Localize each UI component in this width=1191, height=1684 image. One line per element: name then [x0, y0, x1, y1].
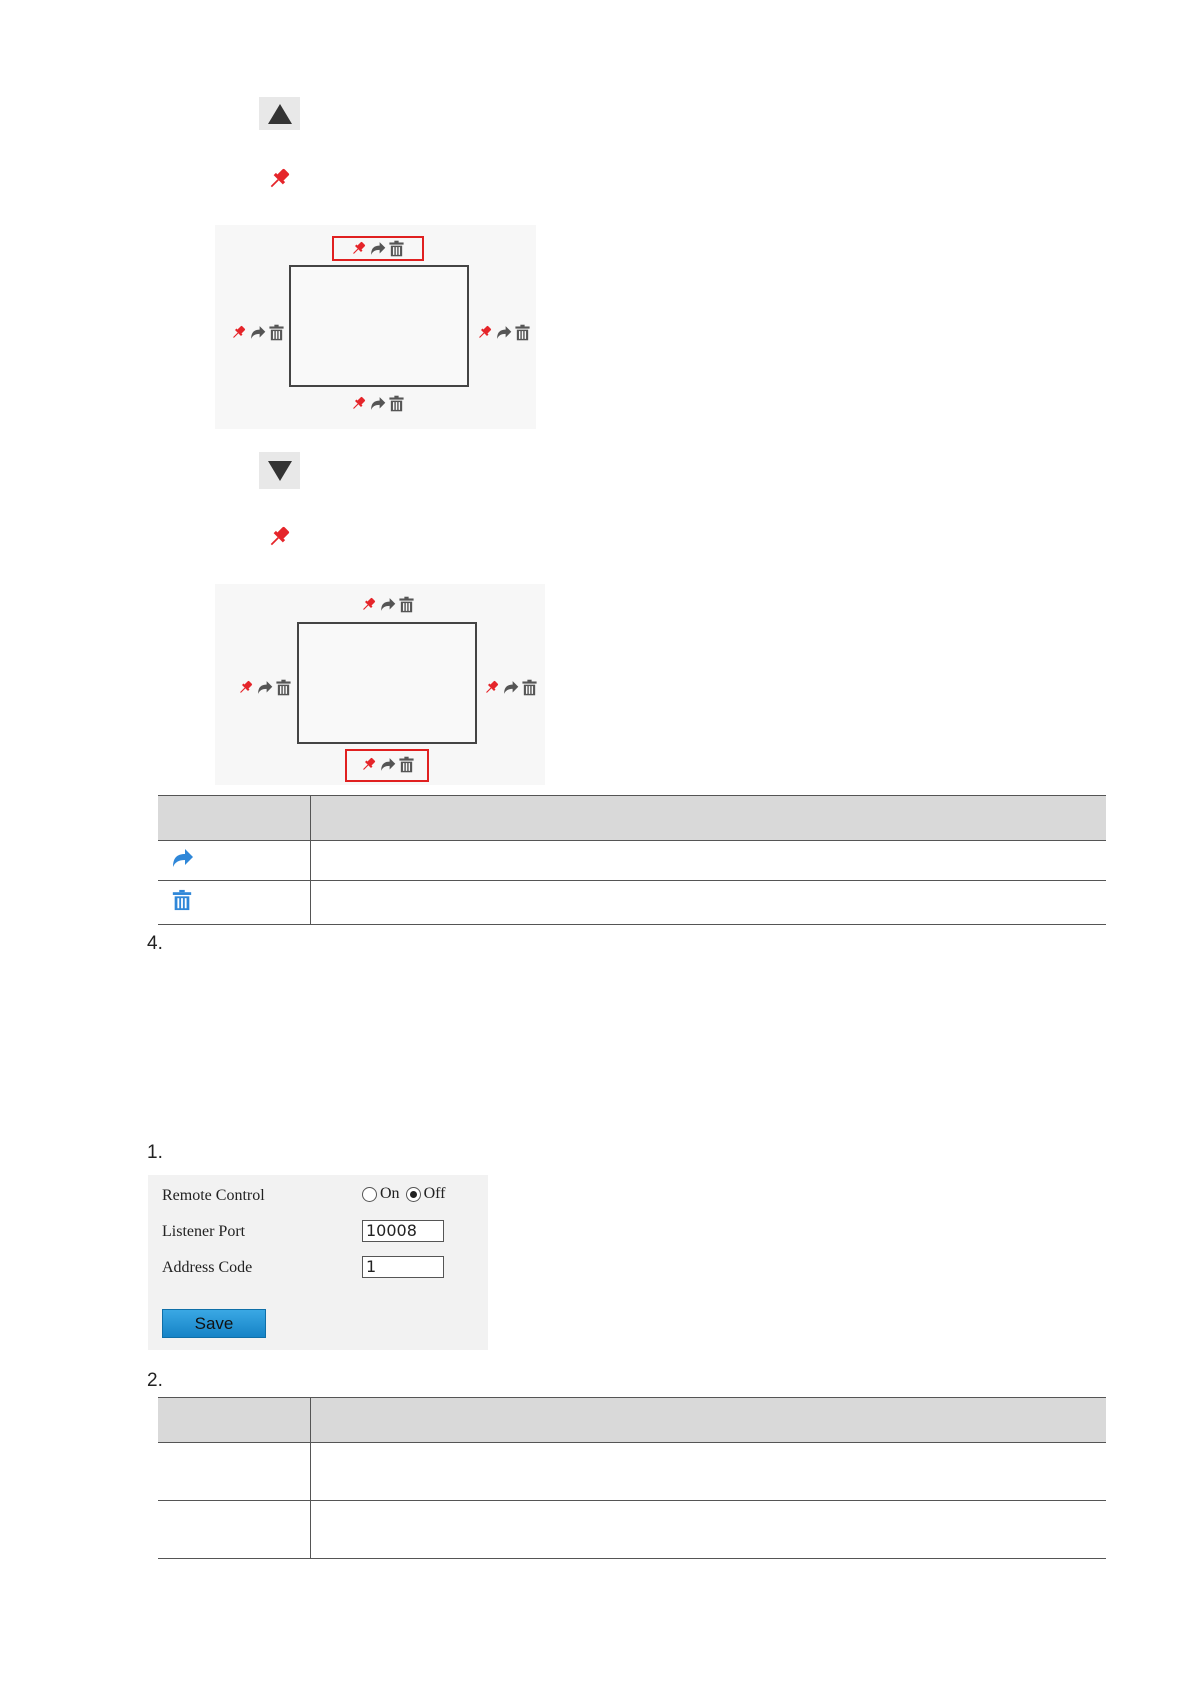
left-icon-group — [230, 324, 285, 341]
right-icon-group — [476, 324, 531, 341]
turn-arrow-icon — [170, 846, 194, 870]
table-header-cell — [311, 796, 1107, 841]
table-row — [158, 881, 1106, 925]
parameter-table — [158, 1397, 1106, 1559]
table-header-row — [158, 1398, 1106, 1443]
table-row — [158, 1501, 1106, 1559]
up-button[interactable] — [259, 97, 300, 130]
remote-control-form — [148, 1175, 488, 1350]
remote-control-radio-group — [362, 1185, 451, 1203]
remote-control-label: Remote Control — [162, 1187, 265, 1204]
address-code-input[interactable]: 1 — [362, 1256, 444, 1278]
boundary-rectangle — [289, 265, 469, 387]
preset-boundary-figure-bottom — [215, 584, 545, 785]
radio-off-label: Off — [423, 1185, 446, 1202]
top-icon-group — [350, 240, 405, 257]
step-number: 4. — [147, 933, 163, 954]
table-header-cell — [158, 796, 311, 841]
listener-port-label: Listener Port — [162, 1223, 246, 1240]
save-button[interactable]: Save — [162, 1309, 266, 1338]
table-header-cell — [311, 1398, 1107, 1443]
address-code-label: Address Code — [162, 1259, 253, 1276]
step-number: 1. — [147, 1142, 163, 1163]
pin-icon — [266, 524, 292, 555]
icon-description-table — [158, 795, 1106, 925]
radio-off[interactable] — [406, 1187, 421, 1202]
down-button[interactable] — [259, 452, 300, 489]
step-number: 2. — [147, 1370, 163, 1391]
radio-on-label: On — [380, 1185, 400, 1202]
pin-icon — [350, 240, 367, 257]
right-icon-group — [483, 679, 538, 696]
table-header-row — [158, 796, 1106, 841]
top-icon-group — [360, 596, 415, 613]
pin-icon — [266, 166, 292, 197]
bottom-icon-group — [360, 756, 415, 773]
left-icon-group — [237, 679, 292, 696]
trash-icon — [171, 888, 193, 912]
triangle-down-icon — [267, 460, 293, 482]
listener-port-input[interactable]: 10008 — [362, 1220, 444, 1242]
table-row — [158, 841, 1106, 881]
table-row — [158, 1443, 1106, 1501]
radio-on[interactable] — [362, 1187, 377, 1202]
turn-arrow-icon — [369, 240, 386, 257]
trash-icon — [388, 240, 405, 257]
table-header-cell — [158, 1398, 311, 1443]
boundary-rectangle — [297, 622, 477, 744]
triangle-up-icon — [267, 103, 293, 125]
bottom-icon-group — [350, 395, 405, 412]
preset-boundary-figure-top — [215, 225, 536, 429]
